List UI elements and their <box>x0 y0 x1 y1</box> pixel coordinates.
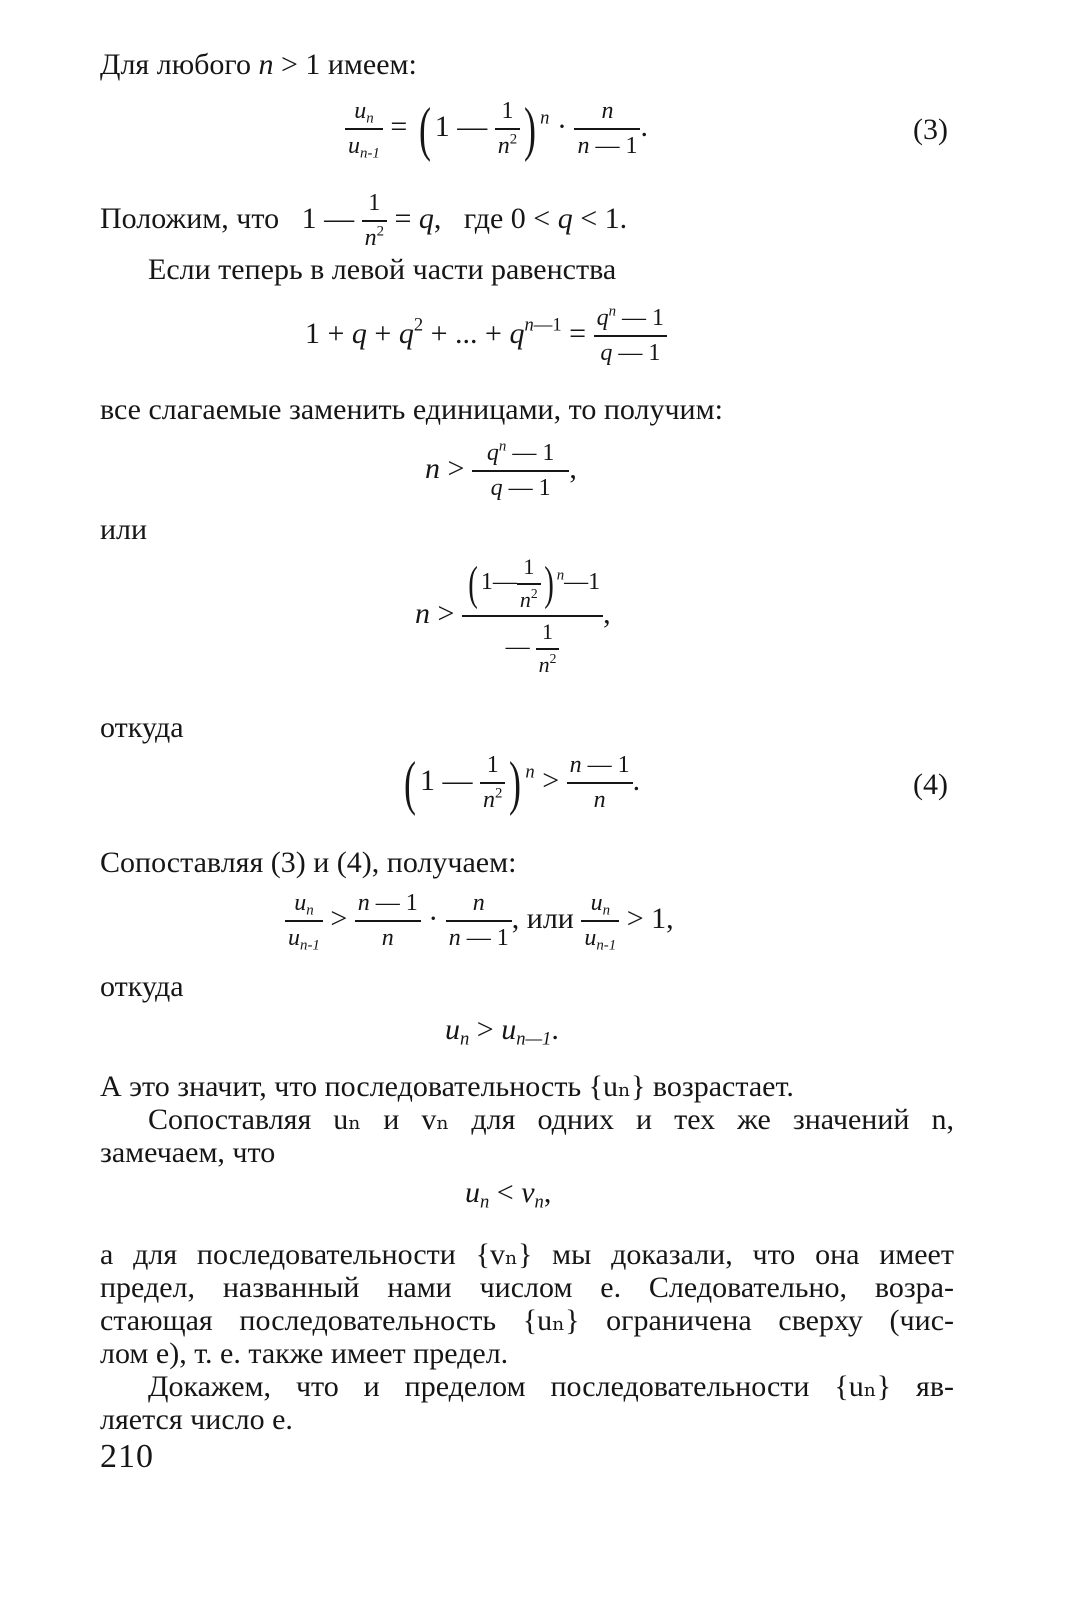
text-polozhim: Положим, что <box>100 201 280 235</box>
text-intro: Для любого <box>100 48 251 81</box>
text-intro-rest: > 1 имеем: <box>280 48 417 81</box>
equation-3: $\frac{u_n}{u_{n-1}}$ = ( 1 — $\frac{1}{n^2}$ ) $^n$ · $\frac{n}{n — 1}$ . <box>345 98 648 160</box>
paragraph-4-line-2: ляется число e. <box>100 1403 293 1436</box>
paragraph-3-line-4: лом e), т. е. также имеет предел. <box>100 1337 509 1370</box>
text-otkuda-2: откуда <box>100 970 184 1003</box>
var-n: n <box>258 48 274 81</box>
equation-geometric-sum: $1 + q + q^2$ + ... + $q^{n—1}$ = $\frac{q^n — 1}{q — 1}$ <box>305 305 667 367</box>
paragraph-3-line-3: стающая последовательность {uₙ} ограничена сверху (чис- <box>100 1304 954 1337</box>
paragraph-2-line-2: замечаем, что <box>100 1136 276 1169</box>
equation-number-3: (3) <box>913 113 948 146</box>
equation-4: ( 1 — $\frac{1}{n^2}$ ) $^n$ > $\frac{n — 1}{n}$ . <box>403 749 641 816</box>
text-line-1 <box>100 50 417 80</box>
text-otkuda-1: откуда <box>100 711 184 744</box>
paragraph-3-line-2: предел, названный нами числом e. Следовательно, возра- <box>100 1271 954 1304</box>
paragraph-2-line-1: Сопоставляя uₙ и vₙ для одних и тех же значений n, <box>148 1103 954 1136</box>
text-line-4: все слагаемые заменить единицами, то получим: <box>100 393 723 426</box>
equation-un-less-vn: $u_n < v_n$, <box>465 1176 552 1213</box>
equation-comparison: $\frac{u_n}{u_{n-1}}$ > $\frac{n — 1}{n}$ · $\frac{n}{n — 1}$ , или $\frac{u_n}{u_{n-1}}$ > 1, <box>285 890 674 952</box>
equation-monotone: $u_n > u_{n—1}$. <box>445 1013 559 1050</box>
page-number: 210 <box>100 1438 154 1475</box>
text-line-5: Сопоставляя (3) и (4), получаем: <box>100 846 517 879</box>
paragraph-4-line-1: Докажем, что и пределом последовательности {uₙ} яв- <box>148 1370 954 1403</box>
text-line-3: Если теперь в левой части равенства <box>148 253 617 286</box>
var-q: q <box>557 201 573 235</box>
text-line-2: Положим, что 1 — $\frac{1}{n^2}$ = q, где 0 < q < 1. <box>100 190 628 251</box>
text-lt-1: < 1. <box>580 201 628 235</box>
equation-inequality-2: n > ( 1— $\frac{1}{n^2}$ ) $^n$—1 — $\frac{1}{n^2}$ , <box>415 554 611 677</box>
paragraph-3-line-1: а для последовательности {vₙ} мы доказали, что она имеет <box>100 1238 954 1271</box>
equation-inequality-1: n > $\frac{q^n — 1}{q — 1}$ , <box>425 438 577 501</box>
paragraph-1: А это значит, что последовательность {uₙ} возрастает. <box>100 1070 794 1103</box>
equation-number-4: (4) <box>913 768 948 801</box>
text-ili-2: , или <box>511 901 574 935</box>
text-ili: или <box>100 513 148 546</box>
text-gde: где 0 < <box>463 201 551 235</box>
